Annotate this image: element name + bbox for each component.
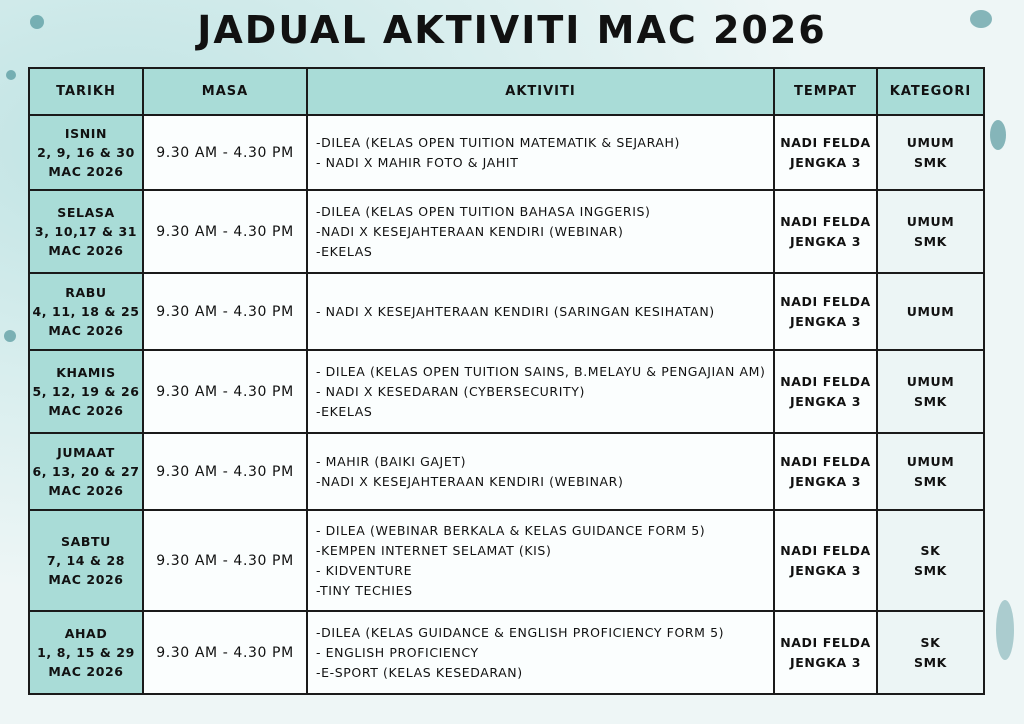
activity-cell bbox=[307, 190, 774, 273]
activity-item: - DILEA (KELAS OPEN TUITION SAINS, B.MELAYU & PENGAJIAN AM) bbox=[316, 363, 766, 379]
day-name: ISNIN bbox=[64, 126, 108, 141]
time-cell: 9.30 AM - 4.30 PM bbox=[143, 433, 307, 510]
activity-item: -NADI X KESEJAHTERAAN KENDIRI (WEBINAR) bbox=[316, 223, 624, 239]
activity-cell bbox=[307, 510, 774, 611]
activity-cell bbox=[307, 273, 774, 350]
place-cell bbox=[774, 433, 877, 510]
category-line-2: SMK bbox=[914, 233, 947, 249]
place-line-1: NADI FELDA bbox=[780, 293, 871, 309]
category-line-2: SMK bbox=[914, 654, 947, 670]
time-cell: 9.30 AM - 4.30 PM bbox=[143, 273, 307, 350]
date-cell bbox=[29, 510, 143, 611]
time-cell: 9.30 AM - 4.30 PM bbox=[143, 115, 307, 190]
place-cell bbox=[774, 611, 877, 694]
category-line-2: SMK bbox=[914, 154, 947, 170]
day-dates: 4, 11, 18 & 25 bbox=[32, 304, 140, 319]
activity-item: -DILEA (KELAS OPEN TUITION MATEMATIK & SEJARAH) bbox=[316, 134, 680, 150]
category-cell bbox=[877, 350, 984, 433]
day-month: MAC 2026 bbox=[48, 164, 124, 179]
date-cell bbox=[29, 350, 143, 433]
place-cell bbox=[774, 510, 877, 611]
day-name: RABU bbox=[65, 285, 107, 300]
place-line-2: JENGKA 3 bbox=[789, 313, 862, 329]
ink-splash-decoration bbox=[990, 120, 1006, 150]
day-name: AHAD bbox=[64, 626, 108, 641]
ink-splash-decoration bbox=[6, 70, 16, 80]
place-line-2: JENGKA 3 bbox=[789, 393, 862, 409]
place-line-2: JENGKA 3 bbox=[789, 473, 862, 489]
time-cell: 9.30 AM - 4.30 PM bbox=[143, 611, 307, 694]
category-line-1: SK bbox=[920, 542, 941, 558]
date-cell bbox=[29, 115, 143, 190]
table-row bbox=[29, 273, 984, 350]
category-line-1: UMUM bbox=[906, 303, 955, 319]
category-line-1: UMUM bbox=[906, 453, 955, 469]
day-name: JUMAAT bbox=[57, 445, 115, 460]
day-dates: 7, 14 & 28 bbox=[46, 553, 126, 568]
activity-cell bbox=[307, 115, 774, 190]
table-row bbox=[29, 350, 984, 433]
activity-item: -EKELAS bbox=[316, 403, 373, 419]
category-cell bbox=[877, 190, 984, 273]
activity-item: -KEMPEN INTERNET SELAMAT (KIS) bbox=[316, 542, 552, 558]
activity-cell bbox=[307, 611, 774, 694]
place-line-1: NADI FELDA bbox=[780, 134, 871, 150]
date-cell bbox=[29, 273, 143, 350]
day-dates: 6, 13, 20 & 27 bbox=[32, 464, 140, 479]
place-line-1: NADI FELDA bbox=[780, 634, 871, 650]
activity-item: - NADI X KESEDARAN (CYBERSECURITY) bbox=[316, 383, 585, 399]
day-month: MAC 2026 bbox=[48, 243, 124, 258]
category-cell bbox=[877, 510, 984, 611]
place-line-2: JENGKA 3 bbox=[789, 233, 862, 249]
place-cell bbox=[774, 350, 877, 433]
activity-item: -DILEA (KELAS GUIDANCE & ENGLISH PROFICIENCY FORM 5) bbox=[316, 624, 725, 640]
place-line-1: NADI FELDA bbox=[780, 542, 871, 558]
table-header-row bbox=[29, 68, 984, 115]
day-dates: 2, 9, 16 & 30 bbox=[37, 145, 135, 160]
activity-item: - KIDVENTURE bbox=[316, 562, 413, 578]
day-month: MAC 2026 bbox=[48, 664, 124, 679]
category-line-2: SMK bbox=[914, 393, 947, 409]
activity-item: -NADI X KESEJAHTERAAN KENDIRI (WEBINAR) bbox=[316, 473, 624, 489]
place-cell bbox=[774, 273, 877, 350]
day-name: KHAMIS bbox=[56, 365, 116, 380]
activity-item: - ENGLISH PROFICIENCY bbox=[316, 644, 479, 660]
place-line-1: NADI FELDA bbox=[780, 453, 871, 469]
category-cell bbox=[877, 611, 984, 694]
activity-item: - NADI X MAHIR FOTO & JAHIT bbox=[316, 154, 519, 170]
date-cell bbox=[29, 190, 143, 273]
date-cell bbox=[29, 611, 143, 694]
table-row bbox=[29, 190, 984, 273]
category-cell bbox=[877, 273, 984, 350]
ink-splash-decoration bbox=[4, 330, 16, 342]
day-month: MAC 2026 bbox=[48, 572, 124, 587]
header-aktiviti: AKTIVITI bbox=[307, 68, 774, 115]
activity-item: -E-SPORT (KELAS KESEDARAN) bbox=[316, 664, 523, 680]
schedule-table bbox=[28, 67, 985, 695]
day-dates: 5, 12, 19 & 26 bbox=[32, 384, 140, 399]
place-line-2: JENGKA 3 bbox=[789, 654, 862, 670]
table-row bbox=[29, 611, 984, 694]
activity-item: -TINY TECHIES bbox=[316, 582, 413, 598]
time-cell: 9.30 AM - 4.30 PM bbox=[143, 190, 307, 273]
activity-item: - DILEA (WEBINAR BERKALA & KELAS GUIDANCE FORM 5) bbox=[316, 522, 706, 538]
table-row bbox=[29, 510, 984, 611]
header-tarikh: TARIKH bbox=[29, 68, 143, 115]
activity-cell bbox=[307, 350, 774, 433]
header-tempat: TEMPAT bbox=[774, 68, 877, 115]
place-line-1: NADI FELDA bbox=[780, 373, 871, 389]
header-kategori: KATEGORI bbox=[877, 68, 984, 115]
time-cell: 9.30 AM - 4.30 PM bbox=[143, 510, 307, 611]
category-cell bbox=[877, 433, 984, 510]
place-line-1: NADI FELDA bbox=[780, 213, 871, 229]
page-title: JADUAL AKTIVITI MAC 2026 bbox=[197, 8, 827, 52]
day-dates: 1, 8, 15 & 29 bbox=[37, 645, 135, 660]
day-name: SABTU bbox=[61, 534, 111, 549]
place-cell bbox=[774, 190, 877, 273]
activity-item: - MAHIR (BAIKI GAJET) bbox=[316, 453, 467, 469]
category-line-1: SK bbox=[920, 634, 941, 650]
date-cell bbox=[29, 433, 143, 510]
day-month: MAC 2026 bbox=[48, 403, 124, 418]
activity-cell bbox=[307, 433, 774, 510]
category-cell bbox=[877, 115, 984, 190]
category-line-1: UMUM bbox=[906, 134, 955, 150]
category-line-1: UMUM bbox=[906, 213, 955, 229]
place-cell bbox=[774, 115, 877, 190]
header-masa: MASA bbox=[143, 68, 307, 115]
day-dates: 3, 10,17 & 31 bbox=[34, 224, 138, 239]
category-line-2: SMK bbox=[914, 562, 947, 578]
category-line-2: SMK bbox=[914, 473, 947, 489]
day-month: MAC 2026 bbox=[48, 323, 124, 338]
place-line-2: JENGKA 3 bbox=[789, 562, 862, 578]
activity-item: -EKELAS bbox=[316, 243, 373, 259]
table-row bbox=[29, 115, 984, 190]
time-cell: 9.30 AM - 4.30 PM bbox=[143, 350, 307, 433]
activity-item: -DILEA (KELAS OPEN TUITION BAHASA INGGERIS) bbox=[316, 203, 651, 219]
day-month: MAC 2026 bbox=[48, 483, 124, 498]
day-name: SELASA bbox=[57, 205, 115, 220]
place-line-2: JENGKA 3 bbox=[789, 154, 862, 170]
category-line-1: UMUM bbox=[906, 373, 955, 389]
table-row bbox=[29, 433, 984, 510]
activity-item: - NADI X KESEJAHTERAAN KENDIRI (SARINGAN KESIHATAN) bbox=[316, 303, 715, 319]
ink-splash-decoration bbox=[996, 600, 1014, 660]
